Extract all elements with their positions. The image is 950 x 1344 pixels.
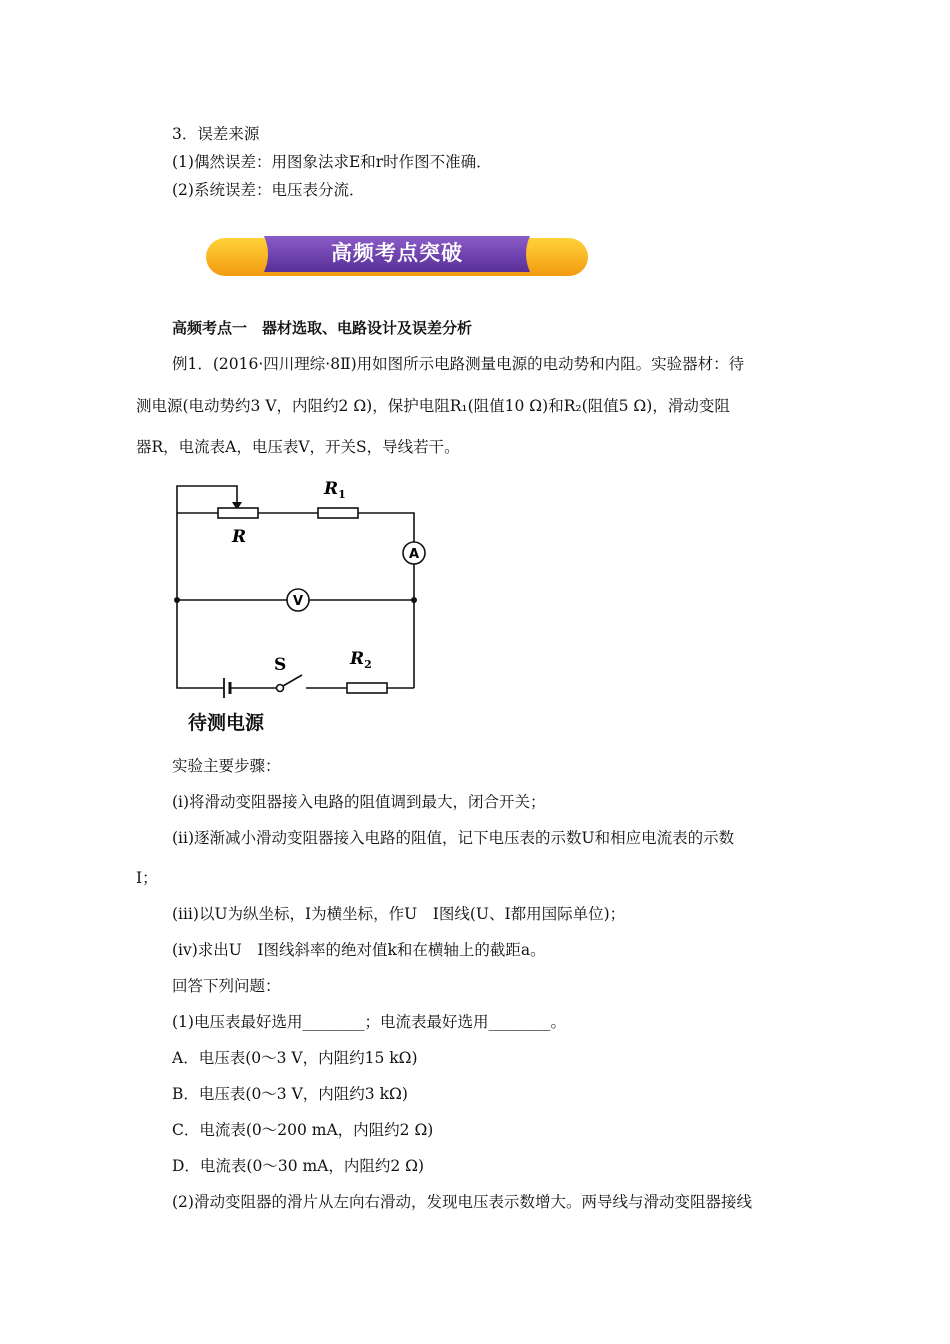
resistor-R1 <box>318 508 358 518</box>
label-V: V <box>292 594 304 609</box>
junction-left <box>174 597 180 603</box>
step-3: (ⅲ)以U为纵坐标，I为横坐标，作U I图线(U、I都用国际单位)； <box>172 905 626 923</box>
step-1: (ⅰ)将滑动变阻器接入电路的阻值调到最大，闭合开关； <box>172 793 546 811</box>
option-c: C．电流表(0～200 mA，内阻约2 Ω) <box>172 1121 434 1139</box>
question-2: (2)滑动变阻器的滑片从左向右滑动，发现电压表示数增大。两导线与滑动变阻器接线 <box>172 1193 752 1211</box>
step-4: (ⅳ)求出U I图线斜率的绝对值k和在横轴上的截距a。 <box>172 941 546 959</box>
switch-pivot <box>277 685 284 692</box>
circuit-diagram <box>160 470 440 710</box>
switch-blade <box>283 675 302 686</box>
junction-right <box>411 597 417 603</box>
option-d: D．电流表(0～30 mA，内阻约2 Ω) <box>172 1157 425 1175</box>
step-2a: (ⅱ)逐渐减小滑动变阻器接入电路的阻值，记下电压表的示数U和相应电流表的示数 <box>172 829 735 847</box>
label-R: R <box>232 527 247 547</box>
example-line-2: 测电源(电动势约3 V，内阻约2 Ω)，保护电阻R₁(阻值10 Ω)和R₂(阻值5 Ω)，滑动变阻 <box>136 397 730 415</box>
error-source-heading: 3．误差来源 <box>172 125 260 143</box>
example-line-1: 例1．(2016·四川理综·8Ⅱ)用如图所示电路测量电源的电动势和内阻。实验器材：待 <box>172 355 745 373</box>
error-source-item-2: (2)系统误差：电压表分流． <box>172 181 365 199</box>
example-line-3: 器R，电流表A，电压表V，开关S，导线若干。 <box>136 438 460 456</box>
topic-title: 高频考点一 器材选取、电路设计及误差分析 <box>172 319 473 337</box>
wire-R1-to-ammeter <box>358 513 414 542</box>
label-S: S <box>274 655 287 675</box>
circuit-caption: 待测电源 <box>188 712 265 734</box>
step-2b: I； <box>136 869 158 887</box>
section-banner <box>204 234 590 278</box>
questions-heading: 回答下列问题： <box>172 977 281 995</box>
option-b: B．电压表(0～3 V，内阻约3 kΩ) <box>172 1085 408 1103</box>
rheostat-R <box>218 508 258 518</box>
steps-heading: 实验主要步骤： <box>172 757 281 775</box>
question-1: (1)电压表最好选用________；电流表最好选用________。 <box>172 1013 566 1031</box>
label-A: A <box>408 547 420 562</box>
label-R1: $R_1$ <box>324 479 346 501</box>
resistor-R2 <box>347 683 387 693</box>
wire-left-bottom <box>177 600 224 688</box>
error-source-item-1: (1)偶然误差：用图象法求E和r时作图不准确． <box>172 153 492 171</box>
option-a: A．电压表(0～3 V，内阻约15 kΩ) <box>172 1049 418 1067</box>
label-R2: $R_2$ <box>350 649 372 671</box>
wire-left-top <box>177 486 237 600</box>
banner-title: 高频考点突破 <box>331 241 463 265</box>
